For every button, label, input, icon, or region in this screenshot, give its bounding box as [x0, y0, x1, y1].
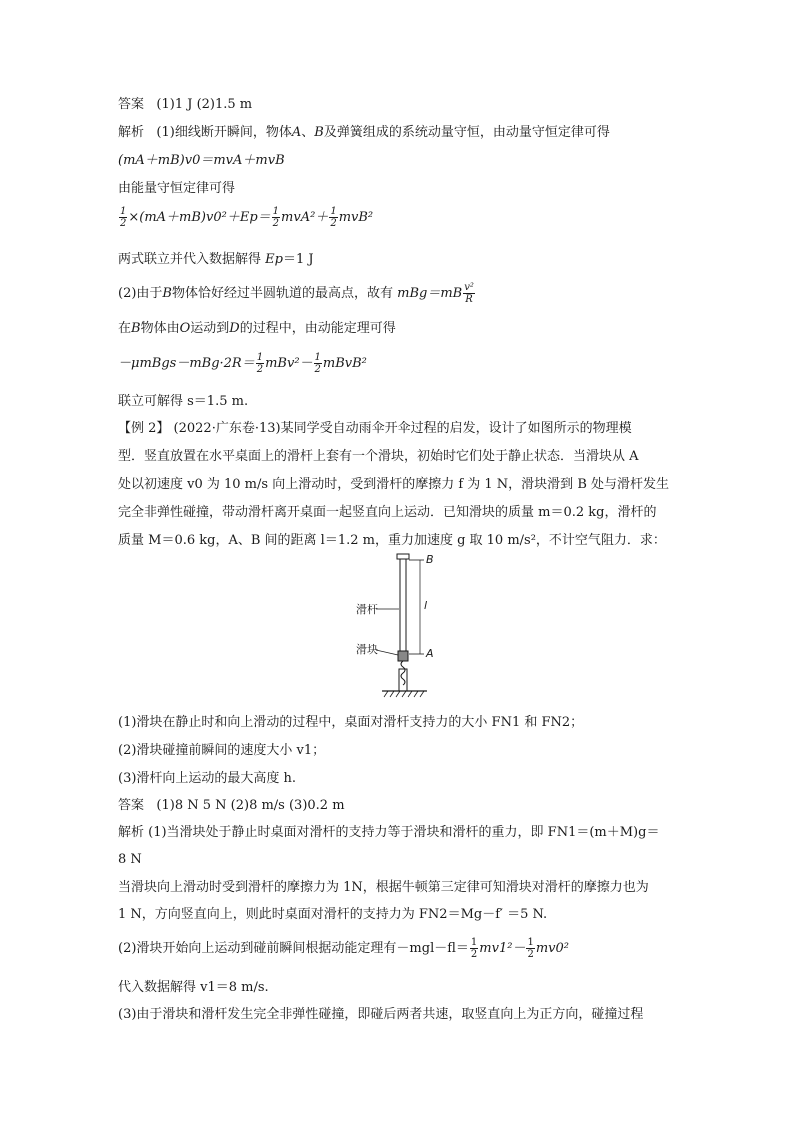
text: 运动到 [190, 321, 230, 336]
label-a: A [426, 647, 434, 660]
question-3: (3)滑杆向上运动的最大高度 h. [118, 771, 297, 786]
energy-conservation-text: 由能量守恒定律可得 [118, 181, 236, 196]
denominator: 2 [272, 218, 280, 229]
denominator: 2 [256, 364, 264, 375]
numerator: 1 [256, 352, 264, 363]
var-a: A [291, 125, 302, 140]
label-rod: 滑杆 [356, 603, 378, 616]
numerator: 1 [527, 937, 534, 948]
fraction-half [329, 206, 337, 229]
answer-1 [118, 96, 682, 114]
result-v1: 代入数据解得 v1＝8 m/s. [118, 980, 269, 995]
fraction-half [272, 206, 280, 229]
numerator: 1 [120, 206, 127, 217]
denominator: 2 [314, 364, 321, 375]
sep: 、 [301, 125, 315, 140]
eq-part: －μmBgs－mBg·2R＝ [118, 356, 255, 371]
fraction-half [119, 206, 127, 229]
fraction-half [526, 937, 534, 960]
var-ep: Ep [265, 252, 283, 267]
text: (2)由于 [118, 286, 163, 301]
text: 物体恰好经过半圆轨道的最高点，故有 [171, 286, 393, 301]
text: 物体由 [140, 321, 180, 336]
numerator: 1 [272, 206, 280, 217]
numerator: v² [464, 282, 474, 293]
fraction-half [470, 937, 478, 960]
analysis-text-2: 及弹簧组成的系统动量守恒，由动量守恒定律可得 [323, 125, 610, 140]
denominator: 2 [527, 949, 534, 960]
answer-label: 答案 [118, 798, 145, 813]
analysis-2-line: 1 N，方向竖直向上，则此时桌面对滑杆的支持力为 FN2＝Mg－f′ ＝5 N. [118, 907, 548, 922]
eq-part: mv1²－ [479, 941, 526, 956]
var-d: D [229, 321, 240, 336]
analysis-part-2 [118, 282, 682, 305]
fraction-half [256, 352, 264, 375]
analysis-label: 解析 [118, 125, 145, 140]
answer-text: (1)1 J (2)1.5 m [156, 97, 253, 112]
label-b: B [426, 553, 434, 566]
var-b: B [131, 321, 141, 336]
question-2: (2)滑块碰撞前瞬间的速度大小 v1； [118, 743, 326, 758]
analysis-2-line: 8 N [118, 852, 142, 867]
eq-part: ×(mA＋mB)v0²＋Ep＝ [128, 210, 271, 225]
label-block: 滑块 [356, 643, 378, 656]
answer-text: (1)8 N 5 N (2)8 m/s (3)0.2 m [156, 798, 345, 813]
example-2-line: 处以初速度 v0 为 10 m/s 向上滑动时，受到滑杆的摩擦力 f 为 1 N，滑块滑到 B 处与滑杆发生 [118, 477, 670, 492]
rod-top-cap [397, 554, 409, 559]
equation-kinetic [118, 352, 682, 375]
denominator: 2 [120, 218, 127, 229]
eq-part: mBvB² [322, 356, 367, 371]
analysis-line-1 [118, 124, 682, 142]
denominator: 2 [470, 949, 478, 960]
example-2-line: 完全非弹性碰撞，带动滑杆离开桌面一起竖直向上运动．已知滑块的质量 m＝0.2 kg，滑杆的 [118, 505, 657, 520]
analysis-part-3: (3)由于滑块和滑杆发生完全非弹性碰撞，即碰后两者共速，取竖直向上为正方向，碰撞过程 [118, 1007, 644, 1022]
eq-part: mvB² [338, 210, 374, 225]
answer-label: 答案 [118, 97, 145, 112]
eq-part: mvA²＋ [281, 210, 329, 225]
fraction-half [314, 352, 322, 375]
label-l: l [424, 599, 428, 612]
numerator: 1 [470, 937, 478, 948]
eq-part: (2)滑块开始向上运动到碰前瞬间根据动能定理有－mgl－fl＝ [118, 941, 469, 956]
slider-block [398, 651, 408, 661]
sliding-rod-figure [352, 551, 452, 701]
rod-base [399, 669, 407, 691]
denominator: 2 [330, 218, 337, 229]
fraction-v2-over-r [463, 282, 475, 305]
analysis-2-line: 解析 (1)当滑块处于静止时桌面对滑杆的支持力等于滑块和滑杆的重力，即 FN1＝(m＋M)g＝ [118, 825, 660, 840]
var-o: O [179, 321, 191, 336]
example-2-line: 【例 2】 (2022·广东卷·13)某同学受自动雨伞开伞过程的启发，设计了如图所示的物理模 [118, 421, 632, 436]
var-b: B [314, 125, 324, 140]
var-b: B [162, 286, 172, 301]
eq-part: mv0² [535, 941, 569, 956]
text: 在 [118, 321, 132, 336]
text: 的过程中，由动能定理可得 [239, 321, 396, 336]
eq-part: mBg＝mB [397, 286, 463, 301]
example-2-line: 质量 M＝0.6 kg，A、B 间的距离 l＝1.2 m，重力加速度 g 取 10 m/s²，不计空气阻力．求： [118, 533, 666, 548]
numerator: 1 [330, 206, 337, 217]
equation-momentum: (mA＋mB)v0＝mvA＋mvB [118, 153, 285, 168]
answer-2 [118, 797, 682, 815]
spring-icon [401, 661, 405, 685]
ground-hatch [384, 691, 424, 697]
equation-kinetic-2 [118, 937, 682, 960]
equation-energy [118, 206, 682, 229]
leader-block [376, 650, 398, 655]
analysis-text: (1)细线断开瞬间，物体 [156, 125, 292, 140]
question-1: (1)滑块在静止时和向上滑动的过程中，桌面对滑杆支持力的大小 FN1 和 FN2； [118, 715, 584, 730]
numerator: 1 [314, 352, 321, 363]
example-2-line: 型．竖直放置在水平桌面上的滑杆上套有一个滑块，初始时它们处于静止状态．当滑块从 A [118, 449, 639, 464]
result-s: 联立可解得 s＝1.5 m. [118, 394, 249, 409]
result-text: 两式联立并代入数据解得 [118, 252, 262, 267]
result-value: ＝1 J [282, 252, 314, 267]
denominator: R [465, 294, 473, 305]
kinetic-theorem-text [118, 320, 682, 338]
eq-part: mBv²－ [265, 356, 313, 371]
result-ep [118, 251, 682, 269]
analysis-2-line: 当滑块向上滑动时受到滑杆的摩擦力为 1N，根据牛顿第三定律可知滑块对滑杆的摩擦力也为 [118, 880, 649, 895]
